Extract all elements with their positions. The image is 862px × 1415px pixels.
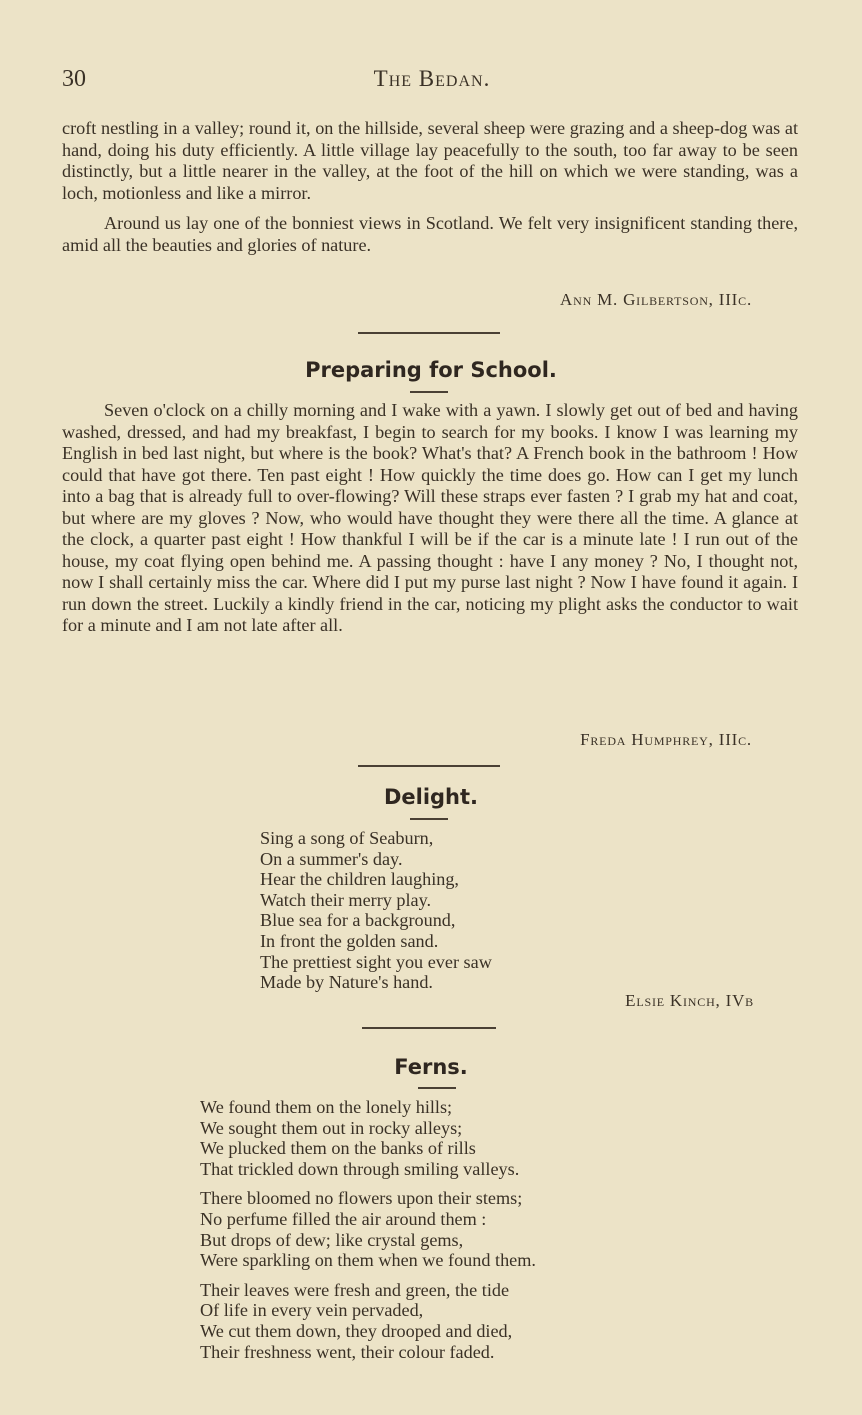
title-underline [410, 818, 448, 820]
page-header [62, 66, 802, 106]
section-title: Preparing for School. [305, 358, 557, 382]
poem-stanza [200, 1280, 536, 1362]
paragraph: Seven o'clock on a chilly morning and I wake with a yawn. I slowly get out of bed and having washed, dressed, and had my breakfast, I begin to search for my books. I know I was learning my English in bed last night, but where is the book? What's that? A French book in the bathroom ! How could that have got there. Ten past eight ! How quickly the time does go. How can I get my lunch into a bag that is already full to over-flowing? Will these straps ever fasten ? I grab my hat and coat, but where are my gloves ? Now, who would have thought they were there all the time. A glance at the clock, a quarter past eight ! How thankful I will be if the car is a minute late ! I run out of the house, my coat flying open behind me. A passing thought : have I any money ? No, I thought not, now I shall certainly miss the car. Where did I put my purse last night ? Now I have found it again. I run down the street. Luckily a kindly friend in the car, noticing my plight asks the conductor to wait for a minute and I am not late after all. [62, 400, 798, 635]
poem-line: No perfume filled the air around them : [200, 1208, 487, 1229]
poem-line: Their freshness went, their colour faded. [200, 1341, 495, 1362]
section-title: Ferns. [394, 1055, 468, 1079]
poem-line: On a summer's day. [260, 848, 403, 869]
poem [200, 1097, 536, 1371]
section-body [62, 400, 798, 637]
poem-line: Their leaves were fresh and green, the tide [200, 1279, 510, 1300]
poem-line: Sing a song of Seaburn, [260, 828, 434, 848]
title-underline [410, 391, 448, 393]
section-continuation [62, 118, 798, 256]
section-title: Delight. [383, 785, 479, 809]
poem-line: We found them on the lonely hills; [200, 1097, 453, 1117]
author-credit: Ann M. Gilbertson, IIIc. [560, 290, 752, 309]
poem-line: We cut them down, they drooped and died, [200, 1320, 513, 1341]
section-divider [362, 1027, 496, 1029]
paragraph: croft nestling in a valley; round it, on the hillside, several sheep were grazing and a sheep-dog was at hand, doing his duty efficiently. A little village lay peacefully to the south, too far away to be seen distinctly, but a little nearer in the valley, at the foot of the hill on which we were standing, was a loch, motionless and like a mirror. [62, 118, 798, 203]
poem-line: Watch their merry play. [260, 889, 432, 910]
poem-line: That trickled down through smiling valleys. [200, 1158, 520, 1179]
poem-line: We plucked them on the banks of rills [200, 1138, 476, 1159]
poem-stanza [200, 1188, 536, 1270]
poem-line: There bloomed no flowers upon their stems; [200, 1188, 523, 1209]
poem [260, 828, 492, 993]
poem-line: Hear the children laughing, [260, 869, 459, 890]
poem-line: The prettiest sight you ever saw [260, 951, 492, 972]
section-divider [358, 332, 500, 334]
poem-line: Of life in every vein pervaded, [200, 1300, 424, 1321]
author-credit: Elsie Kinch, IVb [625, 991, 754, 1010]
page-number: 30 [62, 66, 86, 92]
author-credit: Freda Humphrey, IIIc. [580, 730, 752, 749]
poem-line: Made by Nature's hand. [260, 972, 433, 993]
running-title: The Bedan. [373, 66, 491, 91]
poem-line: We sought them out in rocky alleys; [200, 1117, 463, 1138]
poem-line: Were sparkling on them when we found them. [200, 1250, 536, 1271]
poem-line: Blue sea for a background, [260, 910, 456, 931]
poem-line: In front the golden sand. [260, 930, 439, 951]
poem-line: But drops of dew; like crystal gems, [200, 1229, 464, 1250]
paragraph: Around us lay one of the bonniest views in Scotland. We felt very insignificent standing there, amid all the beauties and glories of nature. [62, 213, 798, 255]
title-underline [418, 1087, 456, 1089]
section-divider [358, 765, 500, 767]
poem-stanza [200, 1097, 536, 1179]
